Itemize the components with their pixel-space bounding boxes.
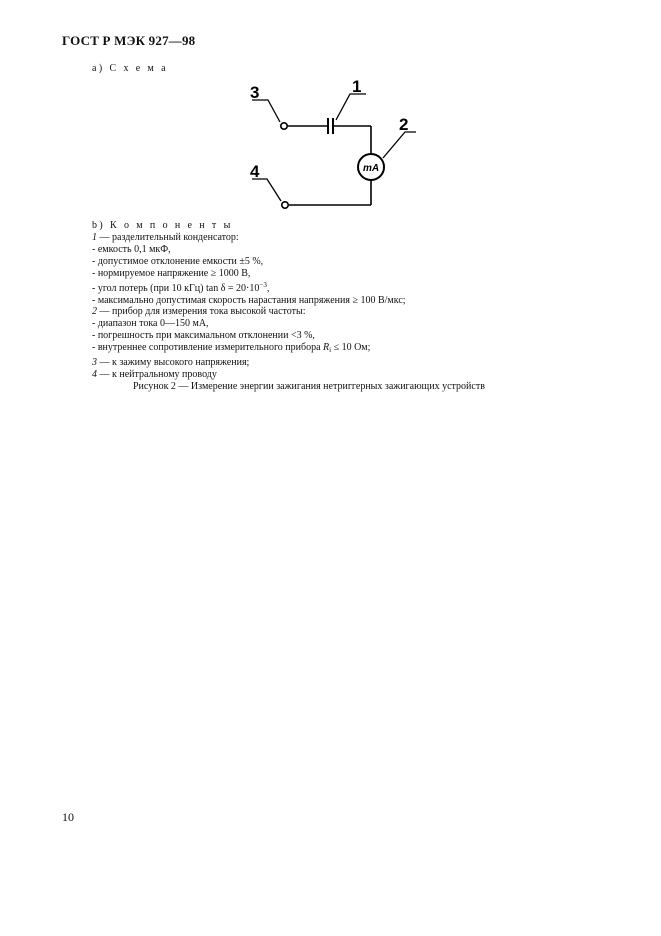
component-3-title: 3 — к зажиму высокого напряжения;	[92, 357, 250, 369]
list-item: - нормируемое напряжение ≥ 1000 В,	[92, 267, 251, 279]
list-item: - емкость 0,1 мкФ,	[92, 243, 171, 255]
components-list	[92, 232, 406, 381]
section-a-label: а) С х е м а	[92, 63, 168, 74]
label-2: 2	[399, 115, 409, 134]
document-header: ГОСТ Р МЭК 927—98	[62, 33, 196, 48]
list-item: - угол потерь (при 10 кГц) $\tan \delta = 20\cdot 10^{-3}$,	[92, 280, 270, 294]
list-item: - максимально допустимая скорость нарастания напряжения ≥ 100 В/мкс;	[92, 294, 406, 306]
leader-1	[336, 94, 366, 120]
figure-caption: Рисунок 2 — Измерение энергии зажигания нетриггерных зажигающих устройств	[133, 381, 485, 392]
meter-symbol: mA	[362, 163, 380, 174]
component-2-title: 2 — прибор для измерения тока высокой частоты:	[92, 306, 306, 318]
component-1-title: 1 — разделительный конденсатор:	[92, 232, 239, 243]
terminal-3	[281, 123, 287, 129]
label-3: 3	[250, 83, 260, 102]
leader-2	[383, 132, 416, 158]
list-item: - погрешность при максимальном отклонении <3 %,	[92, 330, 315, 342]
terminal-4	[282, 202, 288, 208]
label-1: 1	[352, 80, 362, 96]
leader-3	[252, 100, 280, 122]
list-item: - допустимое отклонение емкости ±5 %,	[92, 255, 264, 267]
circuit-schematic	[240, 80, 420, 215]
component-4-title: 4 — к нейтральному проводу	[92, 368, 217, 380]
list-item: - внутреннее сопротивление измерительного прибора $R_i \le 10$ Ом;	[92, 342, 371, 355]
section-b-label: b) К о м п о н е н т ы	[92, 220, 233, 231]
list-item: - диапазон тока 0—150 мА,	[92, 318, 209, 330]
page-number: 10	[62, 810, 74, 824]
leader-4	[252, 179, 281, 201]
label-4: 4	[250, 162, 260, 181]
